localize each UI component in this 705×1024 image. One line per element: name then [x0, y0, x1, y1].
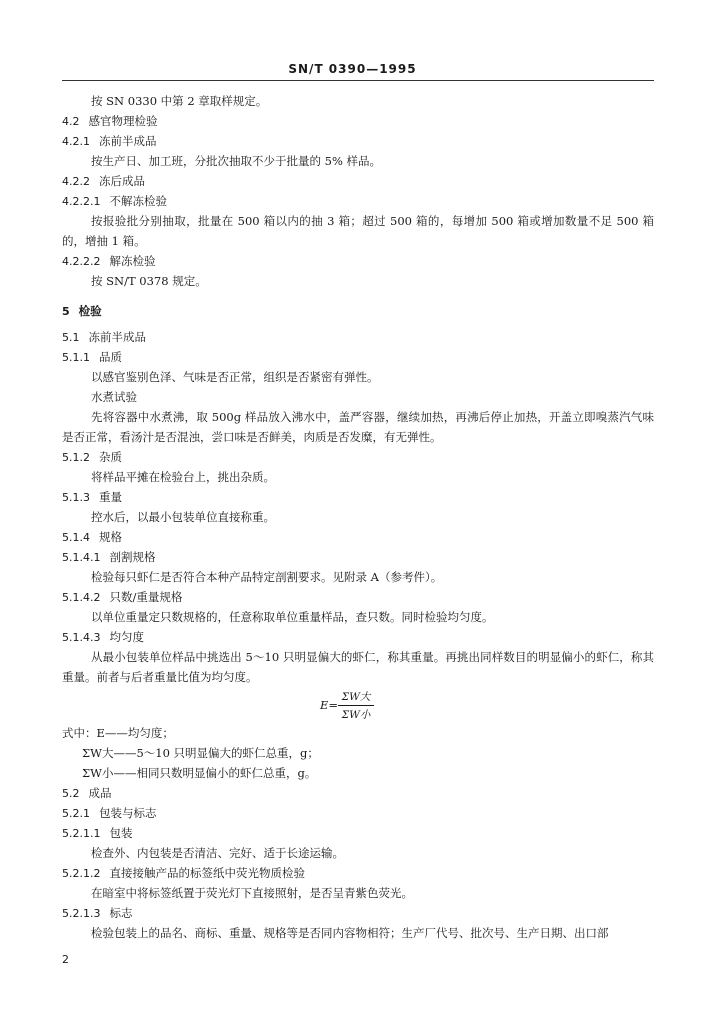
clause-5-1-4-1	[62, 547, 654, 567]
clause-5-2-1-3	[62, 903, 654, 923]
clause-title: 重量	[99, 490, 122, 504]
clause-number: 4.2	[62, 115, 80, 128]
body-text: 检验包装上的品名、商标、重量、规格等是否同内容物相符；生产厂代号、批次号、生产日期、出口部	[91, 926, 609, 940]
clause-number: 5.2.1.3	[62, 907, 101, 920]
clause-title: 品质	[99, 350, 122, 364]
body-text: 在暗室中将标签纸置于荧光灯下直接照射，是否呈青紫色荧光。	[91, 886, 413, 900]
clause-title: 包装与标志	[99, 806, 157, 820]
clause-number: 5.1.1	[62, 351, 90, 364]
clause-number: 5.1.4.3	[62, 631, 101, 644]
body-text: 按 SN/T 0378 规定。	[91, 274, 207, 288]
clause-title: 标志	[109, 906, 133, 920]
formula-where: 式中：E——均匀度；	[62, 726, 174, 740]
clause-number: 4.2.2	[62, 175, 90, 188]
clause-5-1-4-3	[62, 627, 654, 647]
section-title: 检验	[78, 304, 102, 318]
formula-where: ΣW小——相同只数明显偏小的虾仁总重，g。	[82, 766, 317, 780]
clause-title: 规格	[99, 530, 122, 544]
clause-number: 4.2.1	[62, 135, 90, 148]
section-number: 5	[62, 305, 70, 318]
formula-lhs: E=	[320, 698, 339, 712]
clause-number: 5.1.2	[62, 451, 90, 464]
clause-title: 不解冻检验	[109, 194, 167, 208]
clause-title: 成品	[88, 786, 112, 800]
clause-5-1	[62, 327, 654, 347]
clause-title: 感官物理检验	[88, 114, 158, 128]
clause-number: 5.1	[62, 331, 80, 344]
clause-5-2	[62, 783, 654, 803]
clause-title: 包装	[109, 826, 133, 840]
clause-4-2-2	[62, 171, 654, 191]
clause-5-2-1-1	[62, 823, 654, 843]
document-body	[62, 91, 654, 943]
clause-title: 只数/重量规格	[109, 590, 183, 604]
clause-5-1-3	[62, 487, 654, 507]
clause-title: 均匀度	[109, 630, 144, 644]
body-paragraph: 从最小包装单位样品中挑选出 5～10 只明显偏大的虾仁，称其重量。再挑出同样数目的明显偏小的虾仁，称其重量。前者与后者重量比值为均匀度。	[62, 650, 654, 684]
clause-4-2-1	[62, 131, 654, 151]
clause-title: 冻前半成品	[99, 134, 157, 148]
clause-4-2-2-1	[62, 191, 654, 211]
clause-5-1-4-2	[62, 587, 654, 607]
body-text: 水煮试验	[91, 390, 137, 404]
header-rule	[62, 80, 654, 81]
body-text: 检查外、内包装是否清洁、完好、适于长途运输。	[91, 846, 344, 860]
clause-4-2-2-2	[62, 251, 654, 271]
clause-5-1-4	[62, 527, 654, 547]
body-paragraph: 按报验批分别抽取，批量在 500 箱以内的抽 3 箱；超过 500 箱的，每增加 500 箱或增加数量不足 500 箱的，增抽 1 箱。	[62, 214, 654, 248]
clause-title: 剖割规格	[109, 550, 156, 564]
clause-number: 5.2	[62, 787, 80, 800]
clause-number: 4.2.2.1	[62, 195, 101, 208]
clause-title: 杂质	[99, 450, 122, 464]
body-text: 检验每只虾仁是否符合本种产品特定剖割要求。见附录 A（参考件）。	[91, 570, 443, 584]
fraction-bar	[338, 705, 374, 706]
body-text: 将样品平摊在检验台上，挑出杂质。	[91, 470, 275, 484]
body-text: 按生产日、加工班，分批次抽取不少于批量的 5% 样品。	[91, 154, 382, 168]
clause-5-2-1-2	[62, 863, 654, 883]
clause-number: 5.1.4.2	[62, 591, 101, 604]
clause-number: 5.2.1	[62, 807, 90, 820]
body-text: 控水后，以最小包装单位直接称重。	[91, 510, 275, 524]
clause-5-1-2	[62, 447, 654, 467]
formula-where: ΣW大——5～10 只明显偏大的虾仁总重，g；	[82, 746, 319, 760]
clause-title: 解冻检验	[109, 254, 156, 268]
clause-title: 冻后成品	[99, 174, 145, 188]
clause-number: 5.2.1.2	[62, 867, 101, 880]
formula-numerator: ΣW大	[341, 691, 371, 703]
clause-title: 直接接触产品的标签纸中荧光物质检验	[109, 866, 305, 880]
body-text: 以单位重量定只数规格的，任意称取单位重量样品，查只数。同时检验均匀度。	[91, 610, 494, 624]
body-text: 按 SN 0330 中第 2 章取样规定。	[91, 94, 268, 108]
clause-number: 4.2.2.2	[62, 255, 101, 268]
formula-fraction	[338, 689, 374, 722]
body-paragraph: 先将容器中水煮沸，取 500g 样品放入沸水中，盖严容器，继续加热，再沸后停止加热，开盖立即嗅蒸汽气味是否正常，看汤汁是否混浊，尝口味是否鲜美，肉质是否发糜，有无弹性。	[62, 410, 654, 444]
page-header: SN/T 0390—1995	[288, 62, 417, 76]
body-text: 以感官鉴别色泽、气味是否正常，组织是否紧密有弹性。	[91, 370, 379, 384]
clause-5-1-1	[62, 347, 654, 367]
clause-5-2-1	[62, 803, 654, 823]
spacer	[62, 291, 654, 301]
formula-denominator: ΣW小	[341, 709, 371, 721]
clause-number: 5.1.4	[62, 531, 90, 544]
uniformity-formula	[62, 687, 654, 723]
clause-number: 5.1.4.1	[62, 551, 101, 564]
clause-number: 5.1.3	[62, 491, 90, 504]
clause-4-2	[62, 111, 654, 131]
clause-title: 冻前半成品	[88, 330, 146, 344]
section-5	[62, 301, 654, 321]
page-number: 2	[62, 953, 69, 966]
clause-number: 5.2.1.1	[62, 827, 101, 840]
